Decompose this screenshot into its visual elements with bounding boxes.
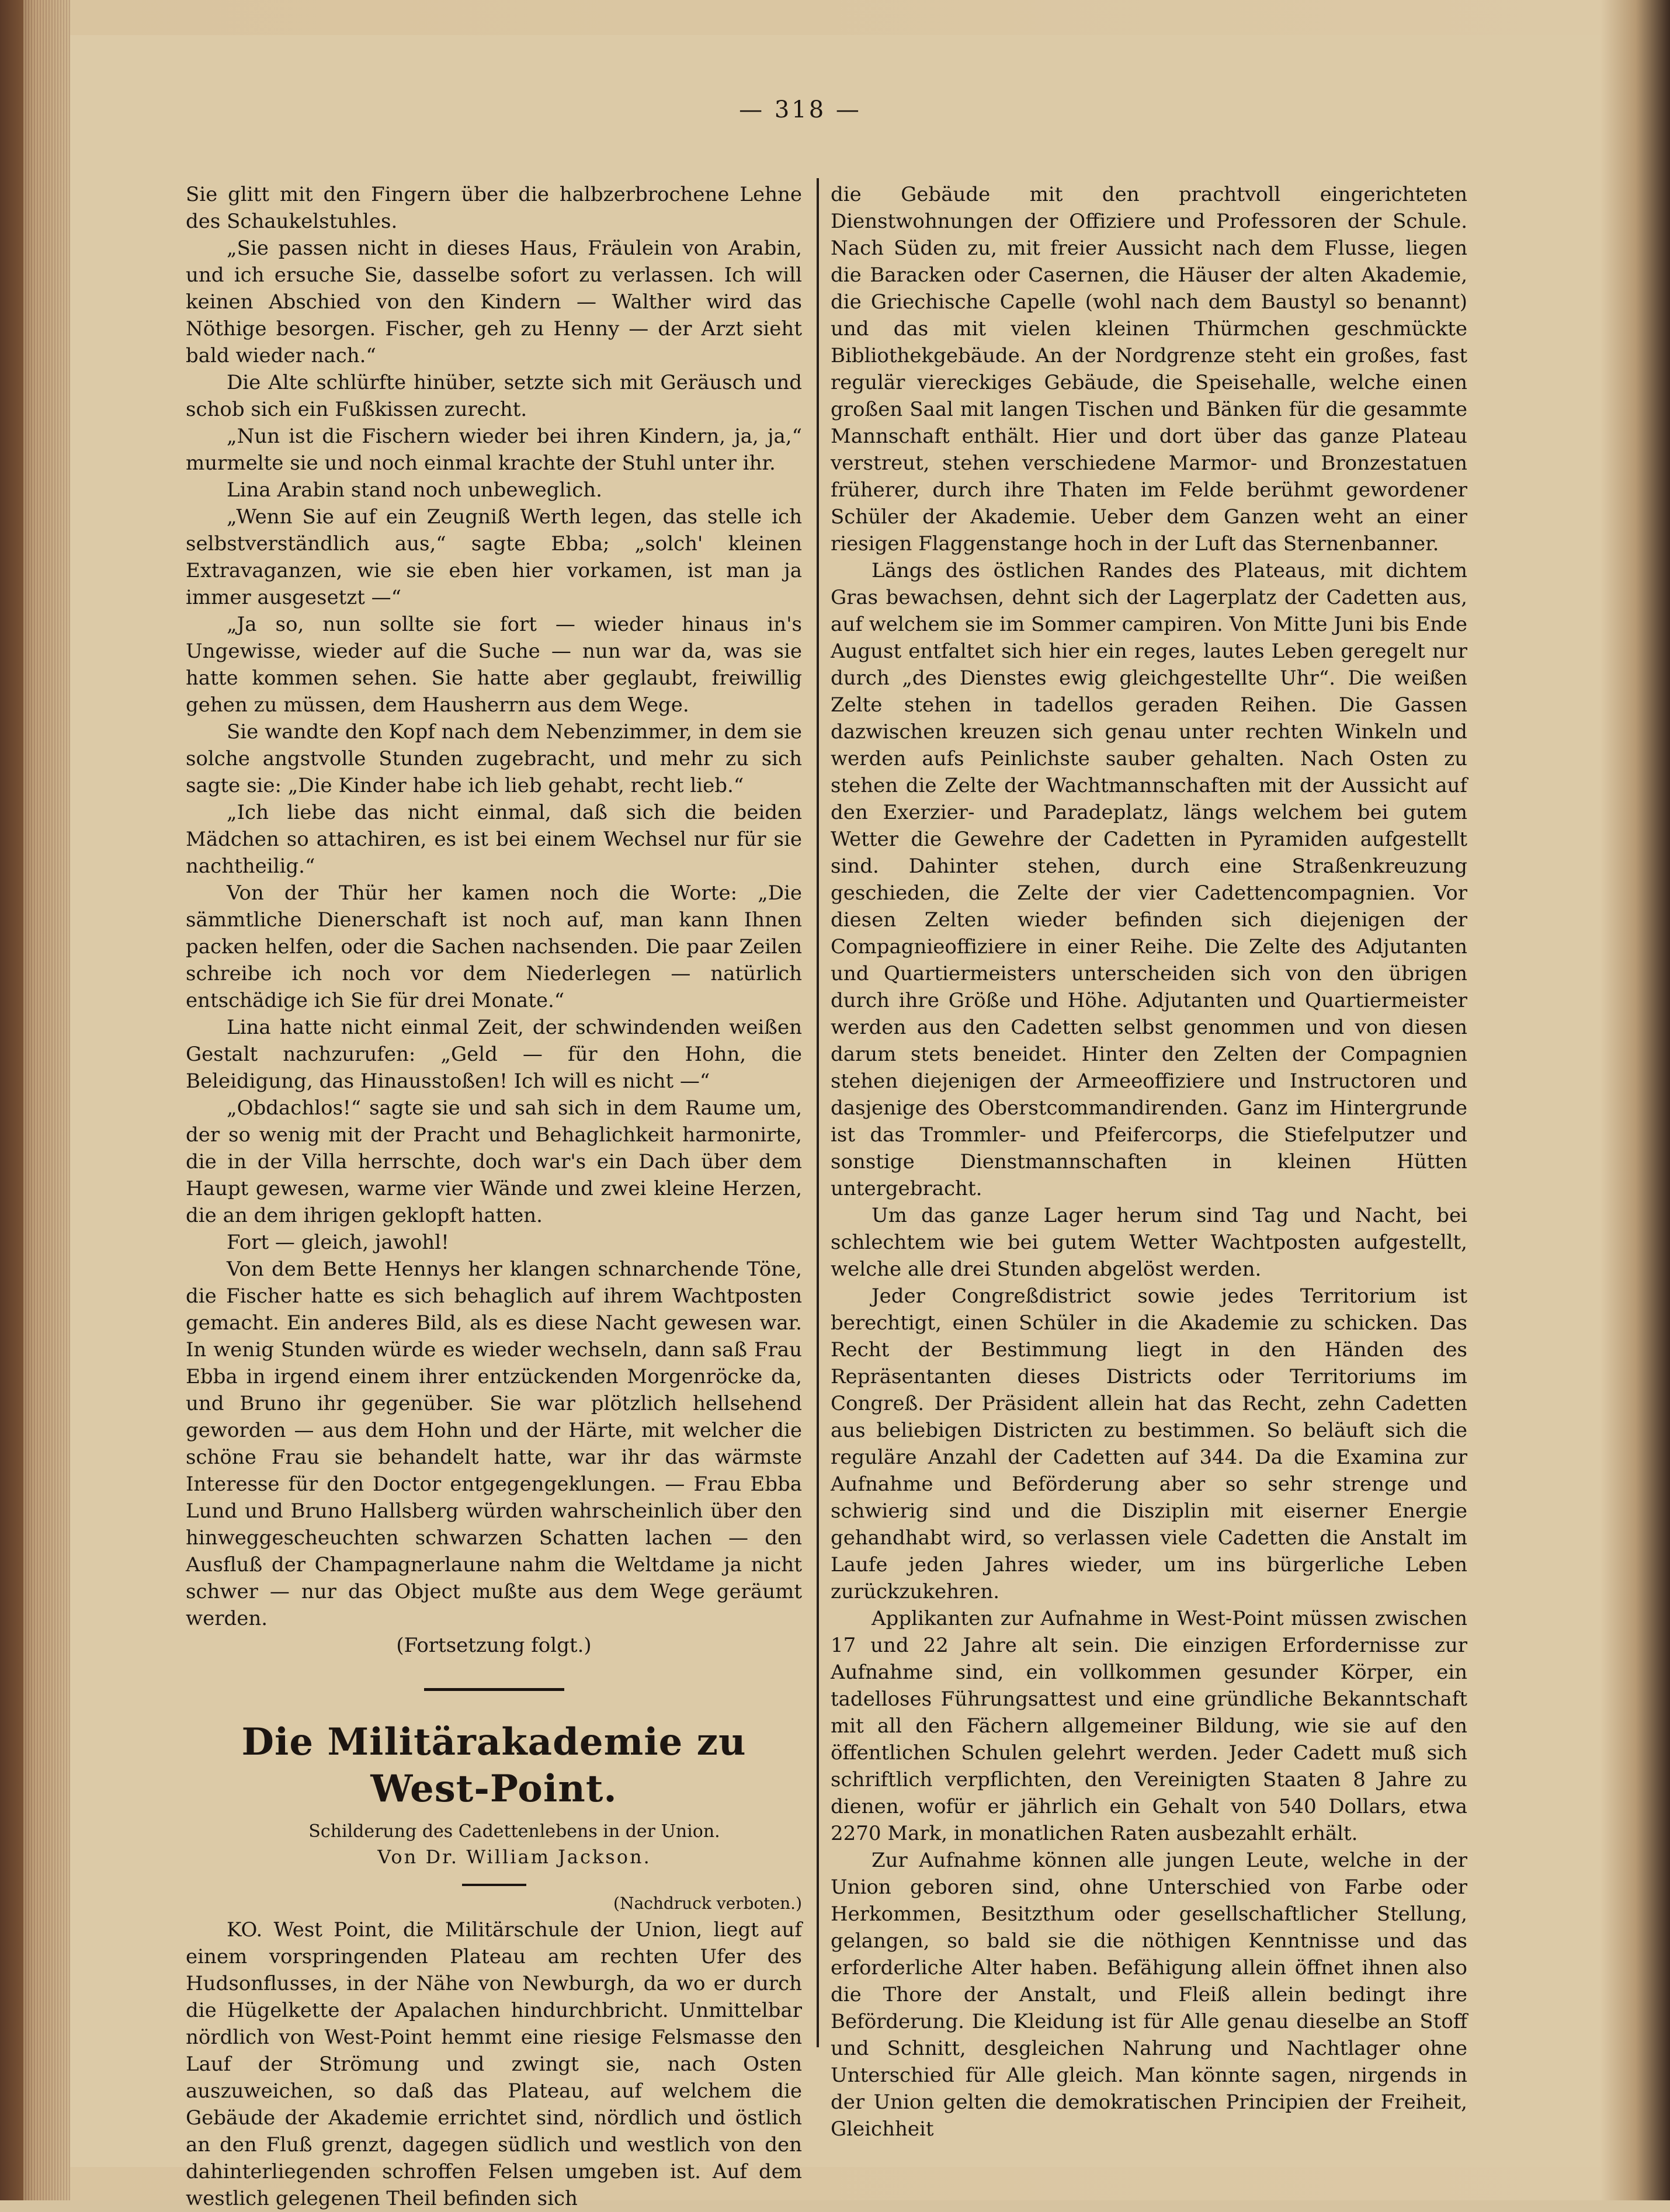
paragraph: Sie glitt mit den Fingern über die halbzerbrochene Lehne des Schaukelstuhles. [186,183,802,233]
paragraph: „Wenn Sie auf ein Zeugniß Werth legen, das stelle ich selbstverständlich aus,“ sagte Ebba; „solch' kleinen Extravaganzen, wie sie eben hier vorkamen, ist man ja immer ausgesetzt —“ [186,505,802,609]
paragraph: „Nun ist die Fischern wieder bei ihren Kindern, ja, ja,“ murmelte sie und noch einmal krachte der Stuhl unter ihr. [186,425,802,475]
book-page-edges [23,0,70,2200]
paragraph: Lina hatte nicht einmal Zeit, der schwindenden weißen Gestalt nachzurufen: „Geld — für den Hohn, die Beleidigung, das Hinausstoßen! Ich will es nicht —“ [186,1016,802,1093]
left-column [186,181,802,2212]
paragraph: „Obdachlos!“ sagte sie und sah sich in dem Raume um, der so wenig mit der Pracht und Behaglichkeit harmonirte, die in der Villa herrschte, doch war's ein Dach über dem Haupt gewesen, warme vier Wände und zwei kleine Herzen, die an dem ihrigen geklopft hatten. [186,1096,802,1227]
section-separator [424,1688,564,1691]
right-column [831,181,1467,2142]
paragraph: Lina Arabin stand noch unbeweglich. [227,478,602,502]
byline-rule [462,1884,526,1886]
paragraph: Jeder Congreßdistrict sowie jedes Territorium ist berechtigt, einen Schüler in die Akademie zu schicken. Das Recht der Bestimmung liegt in den Händen des Repräsentanten dieses Districts oder Territoriums im Congreß. Der Präsident allein hat das Recht, zehn Cadetten aus beliebigen Districten zu bestimmen. So beläuft sich die reguläre Anzahl der Cadetten auf 344. Da die Examina zur Aufnahme und Beförderung aber so sehr strenge und schwierig sind und die Disziplin mit eiserner Energie gehandhabt wird, so verlassen viele Cadetten die Anstalt im Laufe jeden Jahres wieder, um ins bürgerliche Leben zurückzukehren. [831,1284,1467,1603]
paragraph: Die Alte schlürfte hinüber, setzte sich mit Geräusch und schob sich ein Fußkissen zurecht. [186,371,802,421]
paragraph: Von der Thür her kamen noch die Worte: „Die sämmtliche Dienerschaft ist noch auf, man kann Ihnen packen helfen, oder die Sachen nachsenden. Die paar Zeilen schreibe ich noch vor dem Niederlegen — natürlich entschädige ich Sie für drei Monate.“ [186,881,802,1012]
paragraph: Von dem Bette Hennys her klangen schnarchende Töne, die Fischer hatte es sich behaglich auf ihrem Wachtposten gemacht. Ein anderes Bild, als es diese Nacht gewesen war. In wenig Stunden würde es wieder wechseln, dann saß Frau Ebba in irgend einem ihrer entzückenden Morgenröcke da, und Bruno ihr gegenüber. Sie war plötzlich hellsehend geworden — aus dem Hohn und der Härte, mit welcher die schöne Frau sie behandelt hatte, war ihr das wärmste Interesse für den Doctor entgegengeklungen. — Frau Ebba Lund und Bruno Hallsberg würden wahrscheinlich über den hinweggescheuchten schwarzen Schatten lachen — den Ausfluß der Champagnerlaune nahm die Weltdame ja nicht schwer — nur das Object mußte aus dem Wege geräumt werden. [186,1258,802,1630]
paragraph: Längs des östlichen Randes des Plateaus, mit dichtem Gras bewachsen, dehnt sich der Lagerplatz der Cadetten aus, auf welchem sie im Sommer campiren. Von Mitte Juni bis Ende August entfaltet sich hier ein reges, lautes Leben geregelt nur durch „des Dienstes ewig gleichgestellte Uhr“. Die weißen Zelte stehen in tadellos geraden Reihen. Die Gassen dazwischen kreuzen sich genau unter rechten Winkeln und werden aufs Peinlichste sauber gehalten. Nach Osten zu stehen die Zelte der Wachtmannschaften mit der Aussicht auf den Exerzier- und Paradeplatz, längs welchem bei gutem Wetter die Gewehre der Cadetten in Pyramiden aufgestellt sind. Dahinter stehen, durch eine Straßenkreuzung geschieden, die Zelte der vier Cadettencompagnien. Vor diesen Zelten wieder befinden sich diejenigen der Compagnieoffiziere in einer Reihe. Die Zelte des Adjutanten und Quartiermeisters unterscheiden sich von den übrigen durch ihre Größe und Höhe. Adjutanten und Quartiermeister werden aus den Cadetten selbst genommen und von diesen darum stets beneidet. Hinter den Zelten der Compagnien stehen diejenigen der Armeeoffiziere und Instructoren und dasjenige des Oberstcommandirenden. Ganz im Hintergrunde ist das Trommler- und Pfeifercorps, die Stiefelputzer und sonstige Dienstmannschaften in kleinen Hütten untergebracht. [831,559,1467,1200]
paragraph: „Ja so, nun sollte sie fort — wieder hinaus in's Ungewisse, wieder auf die Suche — nun war da, was sie hatte kommen sehen. Sie hatte aber geglaubt, freiwillig gehen zu müssen, dem Hausherrn aus dem Wege. [186,613,802,717]
paragraph: Um das ganze Lager herum sind Tag und Nacht, bei schlechtem wie bei gutem Wetter Wachtposten aufgestellt, welche alle drei Stunden abgelöst werden. [831,1204,1467,1281]
paragraph: Sie wandte den Kopf nach dem Nebenzimmer, in dem sie solche angstvolle Stunden zugebracht, und mehr zu sich sagte sie: „Die Kinder habe ich lieb gehabt, recht lieb.“ [186,720,802,797]
article-author: Von Dr. William Jackson. [377,1846,651,1868]
paragraph: Zur Aufnahme können alle jungen Leute, welche in der Union geboren sind, ohne Unterschied von Farbe oder Herkommen, Besitzthum oder gesellschaftlicher Stellung, gelangen, so bald sie die nöthigen Kenntnisse und das erforderliche Alter haben. Befähigung allein öffnet ihnen also die Thore der Anstalt, und Fleiß allein bedingt ihre Beförderung. Die Kleidung ist für Alle genau dieselbe an Stoff und Schnitt, desgleichen Nahrung und Nachtlager ohne Unterschied für Alle gleich. Man könnte sagen, nirgends in der Union gelten die demokratischen Principien der Freiheit, Gleichheit [831,1849,1467,2141]
paragraph: Fort — gleich, jawohl! [227,1231,449,1254]
continued-note: (Fortsetzung folgt.) [396,1634,592,1657]
paragraph: „Sie passen nicht in dieses Haus, Fräulein von Arabin, und ich ersuche Sie, dasselbe sofort zu verlassen. Ich will keinen Abschied von den Kindern — Walther wird das Nöthige besorgen. Fischer, geh zu Henny — der Arzt sieht bald wieder nach.“ [186,237,802,367]
article-subtitle: Schilderung des Cadettenlebens in der Union. [308,1821,720,1842]
article-title: Die Militärakademie zu West-Point. [241,1720,747,1811]
reprint-notice: (Nachdruck verboten.) [613,1894,802,1913]
column-divider [817,178,819,2047]
page-number: — 318 — [739,96,862,123]
paragraph: „Ich liebe das nicht einmal, daß sich die beiden Mädchen so attachiren, es ist bei einem Wechsel nur für sie nachtheilig.“ [186,801,802,878]
paragraph: die Gebäude mit den prachtvoll eingerichteten Dienstwohnungen der Offiziere und Professoren der Schule. Nach Süden zu, mit freier Aussicht nach dem Flusse, liegen die Baracken oder Casernen, die Häuser der alten Akademie, die Griechische Capelle (wohl nach dem Baustyl so benannt) und das mit vielen kleinen Thürmchen geschmückte Bibliothekgebäude. An der Nordgrenze steht ein großes, fast regulär viereckiges Gebäude, die Speisehalle, welche einen großen Saal mit langen Tischen und Bänken für die gesammte Mannschaft enthält. Hier und dort über das ganze Plateau verstreut, stehen verschiedene Marmor- und Bronzestatuen früherer, durch ihre Thaten im Felde berühmt gewordener Schüler der Akademie. Ueber dem Ganzen weht an einer riesigen Flaggenstange hoch in der Luft das Sternenbanner. [831,183,1467,555]
paragraph: KO. West Point, die Militärschule der Union, liegt auf einem vorspringenden Plateau am rechten Ufer des Hudsonflusses, in der Nähe von Newburgh, da wo er durch die Hügelkette der Apalachen hindurchbricht. Unmittelbar nördlich von West-Point hemmt eine riesige Felsmasse den Lauf der Strömung und zwingt sie, nach Osten auszuweichen, so daß das Plateau, auf welchem die Gebäude der Akademie errichtet sind, nördlich und östlich an den Fluß grenzt, dagegen südlich und westlich von den dahinterliegenden schroffen Felsen umgeben ist. Auf dem westlich gelegenen Theil befinden sich [186,1918,802,2210]
paragraph: Applikanten zur Aufnahme in West-Point müssen zwischen 17 und 22 Jahre alt sein. Die einzigen Erfordernisse zur Aufnahme sind, ein vollkommen gesunder Körper, ein tadelloses Führungsattest und eine gründliche Bekanntschaft mit all den Fächern allgemeiner Bildung, wie sie auf den öffentlichen Schulen gelehrt werden. Jeder Cadett muß sich schriftlich verpflichten, den Vereinigten Staaten 8 Jahre zu dienen, wofür er jährlich ein Gehalt von 540 Dollars, etwa 2270 Mark, in monatlichen Raten ausbezahlt erhält. [831,1607,1467,1845]
